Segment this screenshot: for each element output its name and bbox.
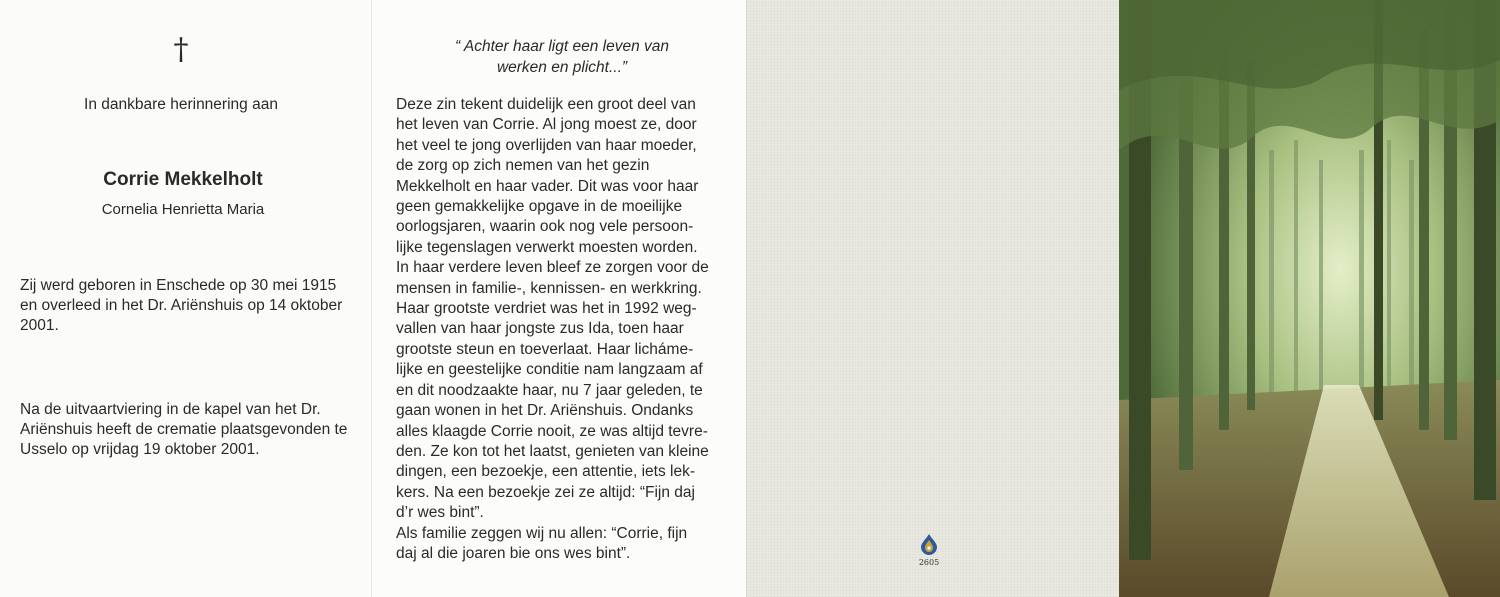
text-line: grootste steun en toeverlaat. Haar licháme- — [396, 340, 694, 358]
text-line: geen gemakkelijke opgave in de moeilijke — [396, 198, 683, 216]
text-line: d’r wes bint”. — [396, 504, 484, 522]
text-line: lijke en geestelijke conditie nam langzaam af — [396, 361, 703, 379]
text-line: Mekkelholt en haar vader. Dit was voor haar — [396, 177, 699, 195]
cremation-paragraph: Na de uitvaartviering in de kapel van het Dr. Ariënshuis heeft de crematie plaatsgevonden te Usselo op vrijdag 19 oktober 2001. — [20, 401, 348, 458]
text-line: Haar grootste verdriet was het in 1992 weg- — [396, 300, 697, 318]
back-panel — [747, 0, 1119, 597]
cross-icon: † — [173, 32, 189, 67]
text-line: vallen van haar jongste zus Ida, toen haar — [396, 320, 684, 338]
biography-text — [396, 95, 720, 564]
text-line: Deze zin tekent duidelijk een groot deel van — [396, 96, 696, 113]
text-line: het leven van Corrie. Al jong moest ze, door — [396, 116, 697, 134]
text-line: het veel te jong overlijden van haar moeder, — [396, 136, 697, 154]
text-line: lijke tegenslagen verwerkt moesten worden. — [396, 238, 698, 256]
flame-drop-icon — [919, 533, 939, 555]
forest-illustration — [1119, 0, 1500, 597]
text-line: daj al die joaren bie ons wes bint”. — [396, 544, 631, 562]
text-line: dingen, een bezoekje, een attentie, iets lek- — [396, 463, 696, 481]
text-line: de zorg op zich nemen van het gezin — [396, 157, 650, 175]
quote-line-1: “ Achter haar ligt een leven van — [455, 38, 669, 55]
text-line: mensen in familie-, kennissen- en werkkring. — [396, 279, 702, 297]
left-panel — [0, 0, 372, 597]
birth-death-paragraph: Zij werd geboren in Enschede op 30 mei 1915 en overleed in het Dr. Ariënshuis op 14 oktober 2001. — [20, 277, 343, 334]
text-line: den. Ze kon tot het laatst, genieten van kleine — [396, 442, 709, 460]
quote-line-2: werken en plicht...” — [496, 59, 628, 76]
text-line: Als familie zeggen wij nu allen: “Corrie, fijn — [396, 524, 688, 542]
intro-text: In dankbare herinnering aan — [84, 96, 278, 113]
text-line: alles klaagde Corrie nooit, ze was altijd tevre- — [396, 422, 708, 440]
text-line: In haar verdere leven bleef ze zorgen voor de — [396, 259, 709, 277]
text-line: kers. Na een bezoekje zei ze altijd: “Fijn daj — [396, 483, 695, 501]
quote — [412, 36, 712, 78]
text-line: en dit noodzaakte haar, nu 7 jaar geleden, te — [396, 381, 703, 399]
deceased-full-name: Cornelia Henrietta Maria — [101, 201, 265, 218]
text-line: gaan wonen in het Dr. Ariënshuis. Ondanks — [396, 402, 694, 420]
card-number: 2605 — [918, 558, 940, 567]
deceased-name: Corrie Mekkelholt — [103, 169, 263, 190]
middle-panel — [372, 0, 747, 597]
text-line: oorlogsjaren, waarin ook nog vele persoon- — [396, 218, 694, 236]
forest-path-photo — [1119, 0, 1500, 597]
